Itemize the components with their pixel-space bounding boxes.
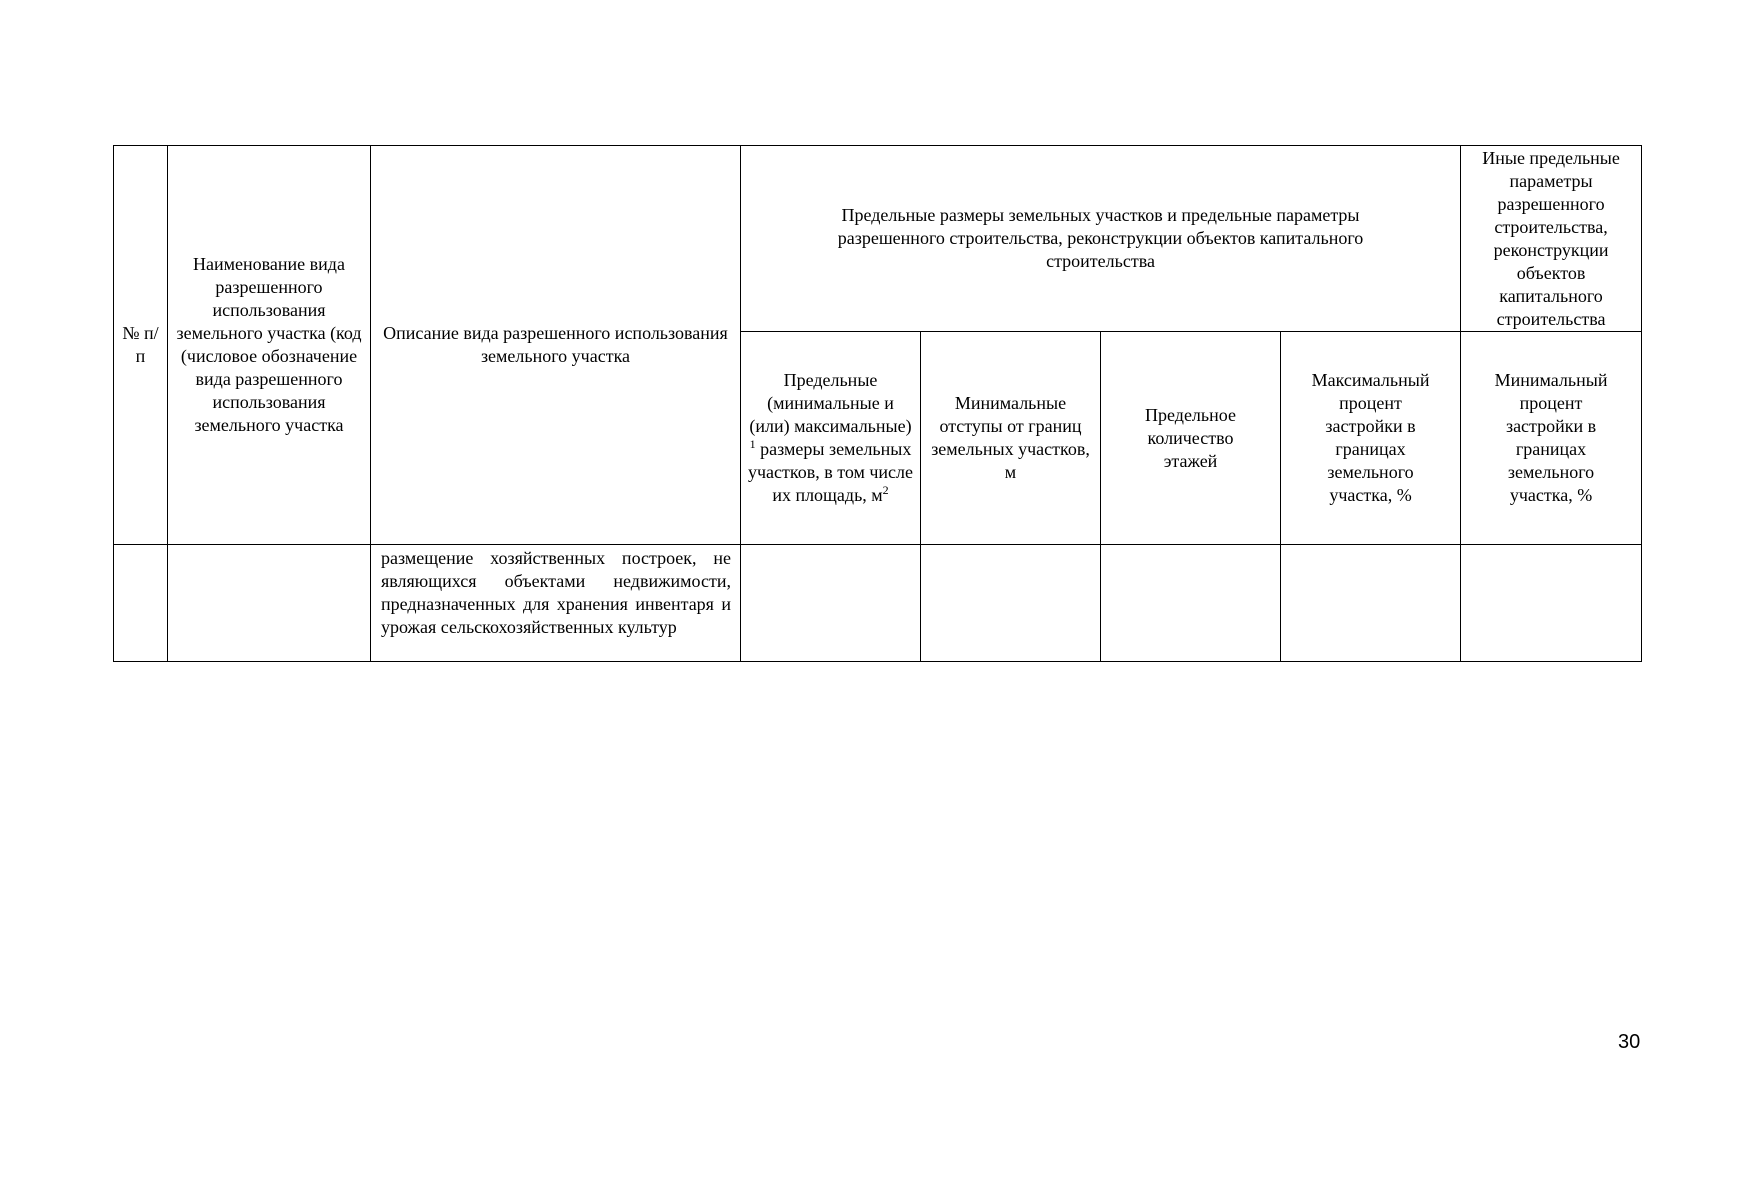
header-limits-group: Предельные размеры земельных участков и предельные параметры разрешенного строительства, реконструкции объектов капитального строительства <box>741 146 1461 332</box>
row-max-coverage <box>1281 545 1461 662</box>
header-floors: Предельное количество этажей <box>1101 332 1281 545</box>
header-row-1 <box>114 146 1642 332</box>
header-use-name: Наименование вида разрешенного использования земельного участка (код (числовое обозначение вида разрешенного использования земельного участка <box>168 146 371 545</box>
header-max-coverage: Максимальный процент застройки в границах земельного участка, % <box>1281 332 1461 545</box>
plot-size-unit-sup: 2 <box>882 483 889 497</box>
row-use-description: размещение хозяйственных построек, не являющихся объектами недвижимости, предназначенных для хранения инвентаря и урожая сельскохозяйственных культур <box>371 545 741 662</box>
header-plot-size <box>741 332 921 545</box>
header-setbacks: Минимальные отступы от границ земельных участков, м <box>921 332 1101 545</box>
row-min-coverage <box>1461 545 1642 662</box>
row-setbacks <box>921 545 1101 662</box>
page-number: 30 <box>1618 1031 1641 1053</box>
table-row <box>114 545 1642 662</box>
row-floors <box>1101 545 1281 662</box>
row-num <box>114 545 168 662</box>
land-use-table <box>113 145 1642 662</box>
plot-size-text: Предельные (минимальные и (или) максимальные) <box>749 370 912 436</box>
header-num: № п/п <box>114 146 168 545</box>
row-plot-size <box>741 545 921 662</box>
plot-size-tail: размеры земельных участков, в том числе их площадь, м <box>747 439 914 505</box>
header-use-description: Описание вида разрешенного использования земельного участка <box>371 146 741 545</box>
header-other-params: Иные предельные параметры разрешенного строительства, реконструкции объектов капитального строительства <box>1461 146 1642 332</box>
header-min-coverage: Минимальный процент застройки в границах земельного участка, % <box>1461 332 1642 545</box>
plot-size-footnote: 1 <box>749 437 756 451</box>
row-use-name <box>168 545 371 662</box>
